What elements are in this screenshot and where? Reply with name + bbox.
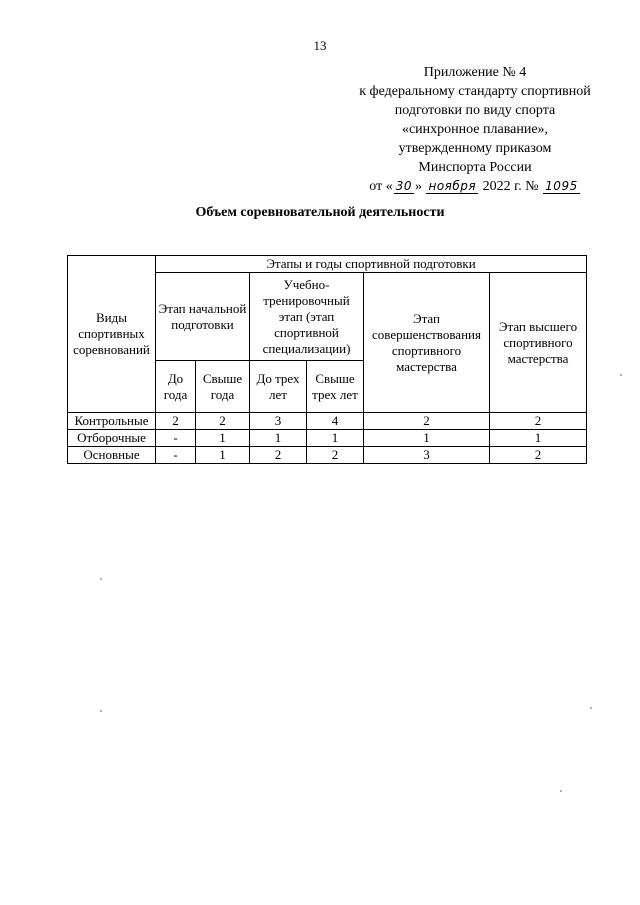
table-row <box>68 447 587 464</box>
table-row <box>68 413 587 430</box>
header-stage-highest: Этап высшего спортивного мастерства <box>490 273 587 413</box>
table-cell: 2 <box>364 413 490 430</box>
table-cell: 3 <box>250 413 307 430</box>
page-number: 13 <box>313 38 327 53</box>
header-training-up-to-three: До трех лет <box>250 361 307 413</box>
table-cell: 1 <box>196 447 250 464</box>
header-initial-over-year: Свыше года <box>196 361 250 413</box>
table-cell: 1 <box>490 430 587 447</box>
header-stages-group: Этапы и годы спортивной подготовки <box>156 256 587 273</box>
appendix-header <box>340 63 610 196</box>
table-cell: - <box>156 447 196 464</box>
table-cell: 2 <box>490 447 587 464</box>
scan-speck <box>560 790 562 792</box>
appendix-line: Минспорта России <box>418 160 532 175</box>
appendix-title: Приложение № 4 <box>423 65 527 80</box>
row-label: Контрольные <box>68 413 156 430</box>
date-mid: » <box>414 179 422 194</box>
header-training-over-three: Свыше трех лет <box>307 361 364 413</box>
table-cell: 4 <box>307 413 364 430</box>
scan-speck <box>620 374 622 376</box>
table-cell: 1 <box>250 430 307 447</box>
appendix-line: утвержденному приказом <box>398 141 552 156</box>
table-cell: 2 <box>250 447 307 464</box>
order-date-line <box>340 177 610 196</box>
scan-speck <box>590 707 592 709</box>
table-cell: 1 <box>196 430 250 447</box>
handwritten-month: ноября <box>428 179 477 193</box>
table-cell: - <box>156 430 196 447</box>
table-cell: 2 <box>307 447 364 464</box>
date-prefix: от « <box>369 179 393 194</box>
table-row <box>68 430 587 447</box>
header-initial-up-to-year: До года <box>156 361 196 413</box>
competition-volume-table <box>67 255 587 464</box>
header-competition-types: Виды спортивных соревнований <box>68 256 156 413</box>
table-cell: 2 <box>156 413 196 430</box>
table-cell: 1 <box>364 430 490 447</box>
table-cell: 2 <box>490 413 587 430</box>
table-cell: 3 <box>364 447 490 464</box>
appendix-line: к федеральному стандарту спортивной <box>359 84 591 99</box>
table-cell: 2 <box>196 413 250 430</box>
row-label: Основные <box>68 447 156 464</box>
scan-speck <box>100 578 102 580</box>
row-label: Отборочные <box>68 430 156 447</box>
scan-speck <box>100 710 102 712</box>
document-title: Объем соревновательной деятельности <box>195 205 445 220</box>
date-year: 2022 г. № <box>482 179 539 194</box>
appendix-line: подготовки по виду спорта <box>394 103 556 118</box>
appendix-line: «синхронное плавание», <box>401 122 549 137</box>
handwritten-order-number: 1095 <box>545 179 578 193</box>
handwritten-day: 30 <box>395 179 412 193</box>
header-stage-training: Учебно-тренировочный этап (этап спортивной специализации) <box>250 273 364 361</box>
header-stage-improvement: Этап совершенствования спортивного мастерства <box>364 273 490 413</box>
header-stage-initial: Этап начальной подготовки <box>156 273 250 361</box>
table-cell: 1 <box>307 430 364 447</box>
